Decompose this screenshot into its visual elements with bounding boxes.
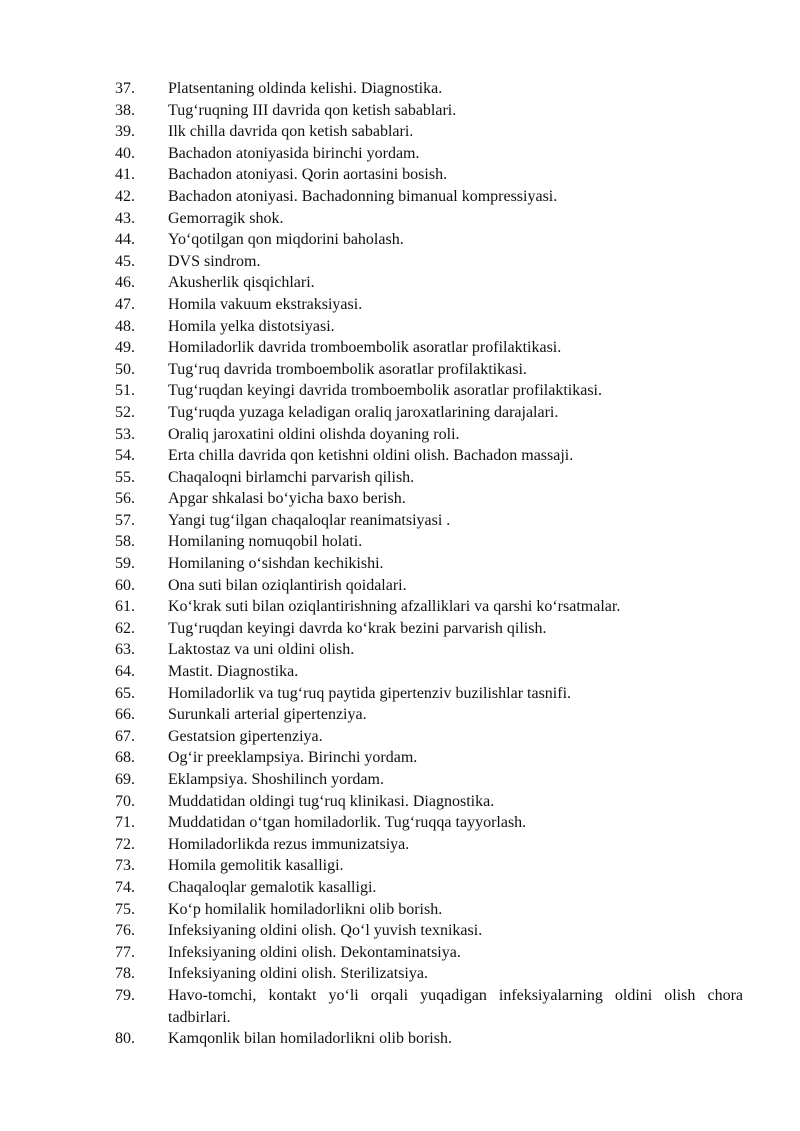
item-number: 47.	[115, 295, 135, 313]
item-number: 73.	[115, 857, 135, 875]
list-item	[115, 920, 743, 942]
item-number: 65.	[115, 684, 135, 702]
item-number: 76.	[115, 922, 135, 940]
item-text: Gemorragik shok.	[168, 209, 284, 227]
list-item	[115, 877, 743, 899]
item-text: Infeksiyaning oldini olish. Dekontaminatsiya.	[168, 943, 461, 961]
item-number: 54.	[115, 447, 135, 465]
item-text: Apgar shkalasi bo‘yicha baxo berish.	[168, 490, 406, 508]
item-number: 55.	[115, 468, 135, 486]
list-item	[115, 899, 743, 921]
list-item	[115, 855, 743, 877]
item-text: Bachadon atoniyasi. Bachadonning bimanual kompressiyasi.	[168, 187, 558, 205]
item-text: Homiladorlikda rezus immunizatsiya.	[168, 835, 410, 853]
list-item	[115, 208, 743, 230]
item-number: 52.	[115, 403, 135, 421]
item-number: 40.	[115, 144, 135, 162]
item-text: DVS sindrom.	[168, 252, 261, 270]
item-number: 79.	[115, 986, 135, 1004]
item-number: 72.	[115, 835, 135, 853]
list-item	[115, 380, 743, 402]
item-number: 44.	[115, 231, 135, 249]
list-item	[115, 531, 743, 553]
item-text: Laktostaz va uni oldini olish.	[168, 641, 355, 659]
item-text: Chaqaloqni birlamchi parvarish qilish.	[168, 468, 415, 486]
item-number: 41.	[115, 166, 135, 184]
list-item	[115, 359, 743, 381]
item-number: 61.	[115, 598, 135, 616]
list-item	[115, 445, 743, 467]
item-number: 71.	[115, 814, 135, 832]
item-text: Kamqonlik bilan homiladorlikni olib borish.	[168, 1030, 452, 1048]
list-item	[115, 985, 743, 1028]
item-text: Surunkali arterial gipertenziya.	[168, 706, 367, 724]
list-item	[115, 747, 743, 769]
list-item	[115, 942, 743, 964]
list-item	[115, 596, 743, 618]
item-text: Erta chilla davrida qon ketishni oldini olish. Bachadon massaji.	[168, 447, 574, 465]
item-number: 67.	[115, 727, 135, 745]
item-number: 57.	[115, 511, 135, 529]
list-item	[115, 488, 743, 510]
item-text: Homiladorlik davrida tromboembolik asoratlar profilaktikasi.	[168, 339, 562, 357]
item-number: 63.	[115, 641, 135, 659]
list-item	[115, 791, 743, 813]
item-text: Bachadon atoniyasida birinchi yordam.	[168, 144, 420, 162]
list-item	[115, 337, 743, 359]
item-number: 58.	[115, 533, 135, 551]
list-item	[115, 294, 743, 316]
item-text: Homila gemolitik kasalligi.	[168, 857, 344, 875]
item-text: Infeksiyaning oldini olish. Qo‘l yuvish texnikasi.	[168, 922, 483, 940]
item-text: Gestatsion gipertenziya.	[168, 727, 323, 745]
list-item	[115, 510, 743, 532]
list-item	[115, 424, 743, 446]
item-text: Tug‘ruqning III davrida qon ketish sabablari.	[168, 101, 457, 119]
list-item	[115, 272, 743, 294]
item-text: Tug‘ruqda yuzaga keladigan oraliq jaroxatlarining darajalari.	[168, 403, 559, 421]
list-item	[115, 704, 743, 726]
item-text: Yangi tug‘ilgan chaqaloqlar reanimatsiyasi .	[168, 511, 451, 529]
item-number: 62.	[115, 619, 135, 637]
item-text: Og‘ir preeklampsiya. Birinchi yordam.	[168, 749, 418, 767]
list-item	[115, 769, 743, 791]
numbered-list	[115, 78, 743, 1050]
item-number: 75.	[115, 900, 135, 918]
list-item	[115, 186, 743, 208]
item-number: 45.	[115, 252, 135, 270]
item-number: 43.	[115, 209, 135, 227]
list-item	[115, 1028, 743, 1050]
item-number: 49.	[115, 339, 135, 357]
item-text: Oraliq jaroxatini oldini olishda doyaning roli.	[168, 425, 460, 443]
list-item	[115, 229, 743, 251]
list-item	[115, 661, 743, 683]
item-text: Tug‘ruqdan keyingi davrida tromboembolik asoratlar profilaktikasi.	[168, 382, 602, 400]
item-number: 46.	[115, 274, 135, 292]
list-item	[115, 726, 743, 748]
item-text: Chaqaloqlar gemalotik kasalligi.	[168, 878, 377, 896]
item-number: 59.	[115, 555, 135, 573]
list-item	[115, 143, 743, 165]
item-number: 78.	[115, 965, 135, 983]
item-number: 51.	[115, 382, 135, 400]
item-text: Tug‘ruq davrida tromboembolik asoratlar profilaktikasi.	[168, 360, 527, 378]
list-item	[115, 812, 743, 834]
item-text: Tug‘ruqdan keyingi davrda ko‘krak bezini parvarish qilish.	[168, 619, 547, 637]
item-text: Akusherlik qisqichlari.	[168, 274, 315, 292]
item-text: Eklampsiya. Shoshilinch yordam.	[168, 771, 384, 788]
item-text: Homilaning o‘sishdan kechikishi.	[168, 555, 384, 573]
item-text: Ko‘p homilalik homiladorlikni olib borish.	[168, 900, 443, 918]
list-item	[115, 121, 743, 143]
item-number: 77.	[115, 943, 135, 961]
list-item	[115, 639, 743, 661]
list-item	[115, 553, 743, 575]
item-number: 53.	[115, 425, 135, 443]
list-item	[115, 963, 743, 985]
list-item	[115, 683, 743, 705]
item-text: Muddatidan oldingi tug‘ruq klinikasi. Diagnostika.	[168, 792, 495, 810]
item-text: Ona suti bilan oziqlantirish qoidalari.	[168, 576, 407, 594]
item-number: 64.	[115, 663, 135, 681]
item-number: 74.	[115, 878, 135, 896]
item-text: Mastit. Diagnostika.	[168, 663, 299, 681]
list-item	[115, 100, 743, 122]
list-item	[115, 78, 743, 100]
item-number: 68.	[115, 749, 135, 767]
item-number: 80.	[115, 1030, 135, 1048]
item-number: 66.	[115, 706, 135, 724]
item-text: Ilk chilla davrida qon ketish sabablari.	[168, 123, 414, 141]
item-text: Homilaning nomuqobil holati.	[168, 533, 363, 551]
item-number: 38.	[115, 101, 135, 119]
item-text: Havo-tomchi, kontakt yo‘li orqali yuqadigan infeksiyalarning oldini olish chora tadbirlari.	[168, 986, 743, 1026]
item-number: 70.	[115, 792, 135, 810]
item-number: 60.	[115, 576, 135, 594]
item-text: Bachadon atoniyasi. Qorin aortasini bosish.	[168, 166, 448, 184]
item-text: Muddatidan o‘tgan homiladorlik. Tug‘ruqqa tayyorlash.	[168, 814, 527, 832]
item-number: 42.	[115, 187, 135, 205]
list-item	[115, 575, 743, 597]
item-text: Homila vakuum ekstraksiyasi.	[168, 295, 363, 313]
item-number: 50.	[115, 360, 135, 378]
list-item	[115, 618, 743, 640]
list-item	[115, 834, 743, 856]
item-text: Homila yelka distotsiyasi.	[168, 317, 335, 335]
list-item	[115, 164, 743, 186]
item-text: Infeksiyaning oldini olish. Sterilizatsiya.	[168, 965, 428, 983]
item-number: 56.	[115, 490, 135, 508]
item-text: Ko‘krak suti bilan oziqlantirishning afzalliklari va qarshi ko‘rsatmalar.	[168, 598, 621, 616]
list-item	[115, 316, 743, 338]
item-text: Platsentaning oldinda kelishi. Diagnostika.	[168, 80, 443, 97]
item-number: 39.	[115, 123, 135, 141]
item-text: Homiladorlik va tug‘ruq paytida gipertenziv buzilishlar tasnifi.	[168, 684, 572, 702]
list-item	[115, 251, 743, 273]
item-text: Yo‘qotilgan qon miqdorini baholash.	[168, 231, 404, 249]
item-number: 37.	[115, 80, 135, 97]
item-number: 48.	[115, 317, 135, 335]
list-item	[115, 467, 743, 489]
list-item	[115, 402, 743, 424]
item-number: 69.	[115, 771, 135, 788]
